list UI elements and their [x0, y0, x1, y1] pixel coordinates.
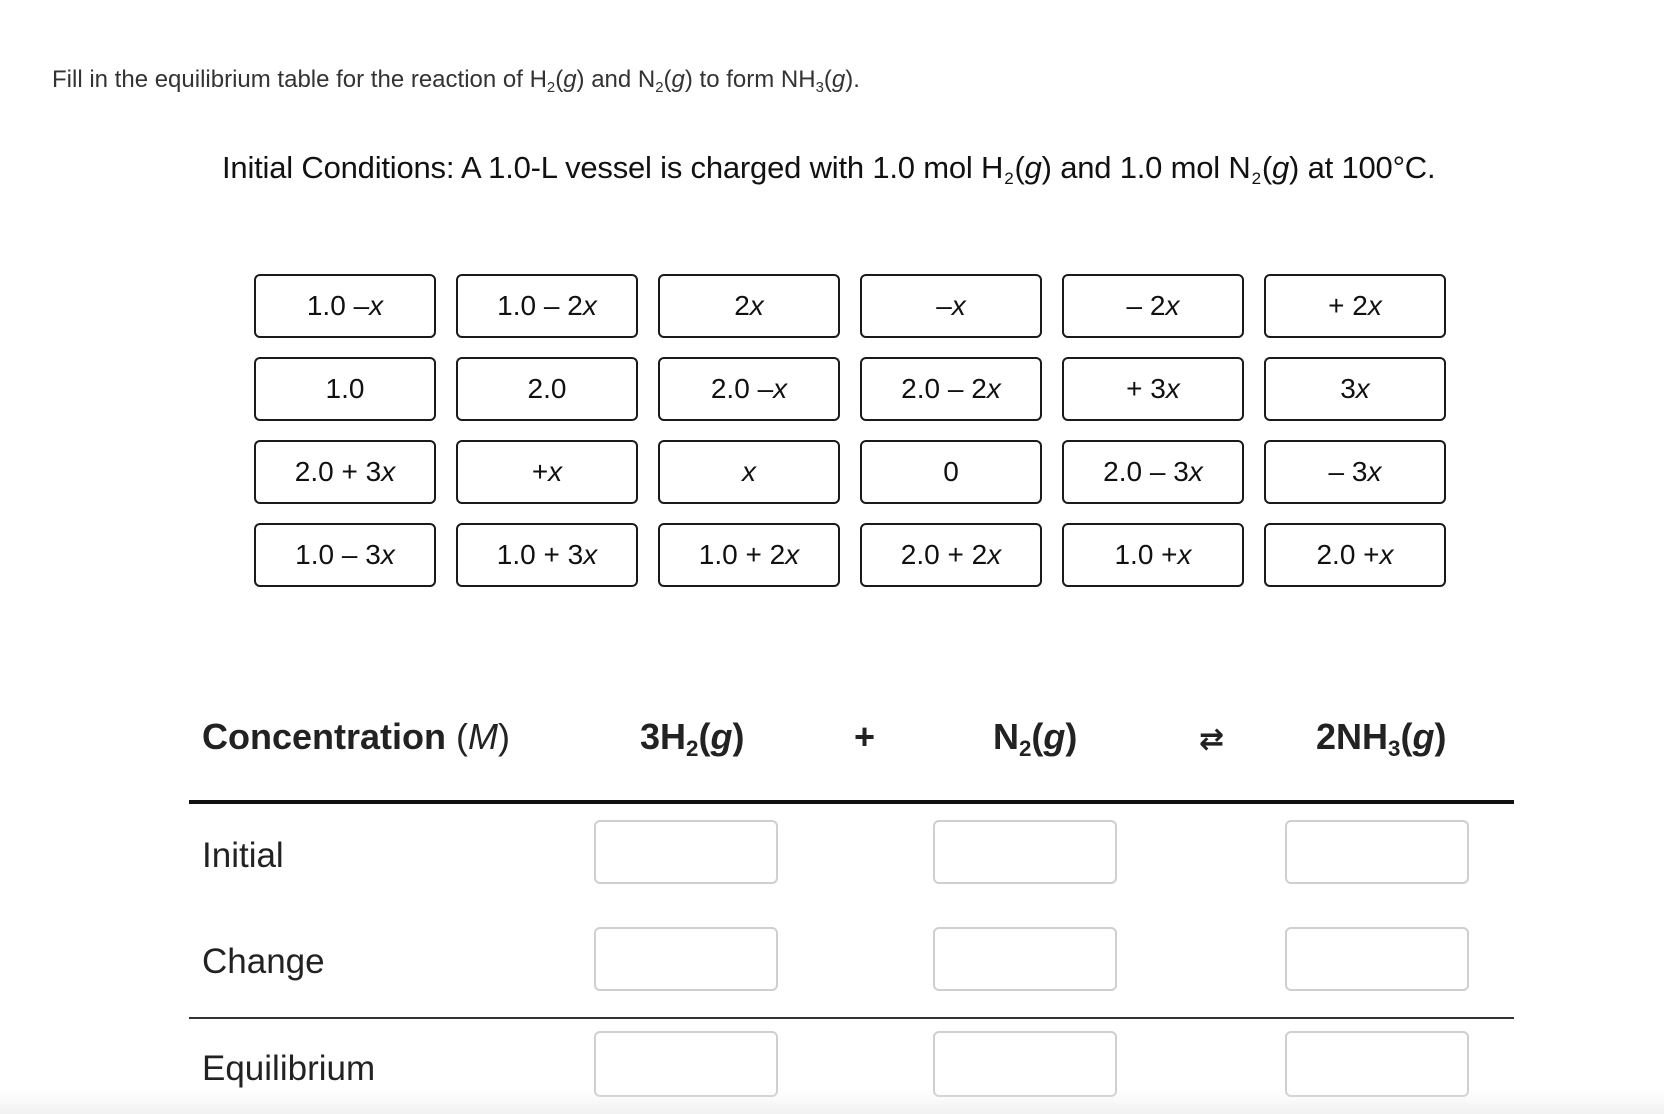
answer-tile[interactable]: + 2 x: [1264, 274, 1446, 338]
drop-target-initial-h2[interactable]: [594, 820, 778, 884]
instruction-text: Fill in the equilibrium table for the reaction of H2(g) and N2(g) to form NH3(g).: [52, 66, 860, 96]
answer-tile[interactable]: x: [658, 440, 840, 504]
bottom-shadow: [0, 1090, 1664, 1114]
answer-tile[interactable]: – 2 x: [1062, 274, 1244, 338]
answer-tile[interactable]: 2.0 – 3 x: [1062, 440, 1244, 504]
answer-tile[interactable]: 2.0 – x: [658, 357, 840, 421]
species-n2-header: N2(g): [993, 716, 1078, 761]
drop-target-equilibrium-h2[interactable]: [594, 1031, 778, 1097]
drop-target-equilibrium-nh3[interactable]: [1285, 1031, 1469, 1097]
answer-tile[interactable]: 1.0 + 2 x: [658, 523, 840, 587]
answer-tile[interactable]: 2.0 + 3 x: [254, 440, 436, 504]
drop-target-equilibrium-n2[interactable]: [933, 1031, 1117, 1097]
row-label-initial: Initial: [202, 836, 284, 875]
answer-tile[interactable]: 1.0 – 2 x: [456, 274, 638, 338]
answer-tile[interactable]: + x: [456, 440, 638, 504]
answer-tile[interactable]: 1.0: [254, 357, 436, 421]
answer-tile[interactable]: – 3 x: [1264, 440, 1446, 504]
row-label-equilibrium: Equilibrium: [202, 1049, 376, 1088]
answer-tile[interactable]: 1.0 – 3 x: [254, 523, 436, 587]
answer-tile[interactable]: 2.0 + 2 x: [860, 523, 1042, 587]
answer-tile[interactable]: 1.0 + x: [1062, 523, 1244, 587]
answer-tile[interactable]: – x: [860, 274, 1042, 338]
answer-tile[interactable]: 2.0 – 2 x: [860, 357, 1042, 421]
row-label-change: Change: [202, 942, 325, 981]
drop-target-change-h2[interactable]: [594, 927, 778, 991]
drop-target-change-nh3[interactable]: [1285, 927, 1469, 991]
initial-conditions: Initial Conditions: A 1.0-L vessel is charged with 1.0 mol H2(g) and 1.0 mol N2(g) at 100°C.: [222, 150, 1436, 189]
answer-tile-bank: [254, 274, 1446, 587]
answer-tile[interactable]: 2.0: [456, 357, 638, 421]
table-row-divider: [189, 1017, 1514, 1019]
drop-target-initial-n2[interactable]: [933, 820, 1117, 884]
plus-sign: +: [854, 716, 876, 757]
species-nh3-header: 2NH3(g): [1316, 716, 1447, 761]
answer-tile[interactable]: + 3 x: [1062, 357, 1244, 421]
answer-tile[interactable]: 2 x: [658, 274, 840, 338]
species-h2-header: 3H2(g): [640, 716, 745, 761]
concentration-header: Concentration (M): [202, 716, 511, 757]
answer-tile[interactable]: 1.0 + 3 x: [456, 523, 638, 587]
equilibrium-arrow-icon: ⇄: [1199, 723, 1225, 756]
drop-target-initial-nh3[interactable]: [1285, 820, 1469, 884]
table-header-divider: [189, 800, 1514, 804]
answer-tile[interactable]: 1.0 – x: [254, 274, 436, 338]
answer-tile[interactable]: 0: [860, 440, 1042, 504]
answer-tile[interactable]: 3 x: [1264, 357, 1446, 421]
drop-target-change-n2[interactable]: [933, 927, 1117, 991]
answer-tile[interactable]: 2.0 + x: [1264, 523, 1446, 587]
